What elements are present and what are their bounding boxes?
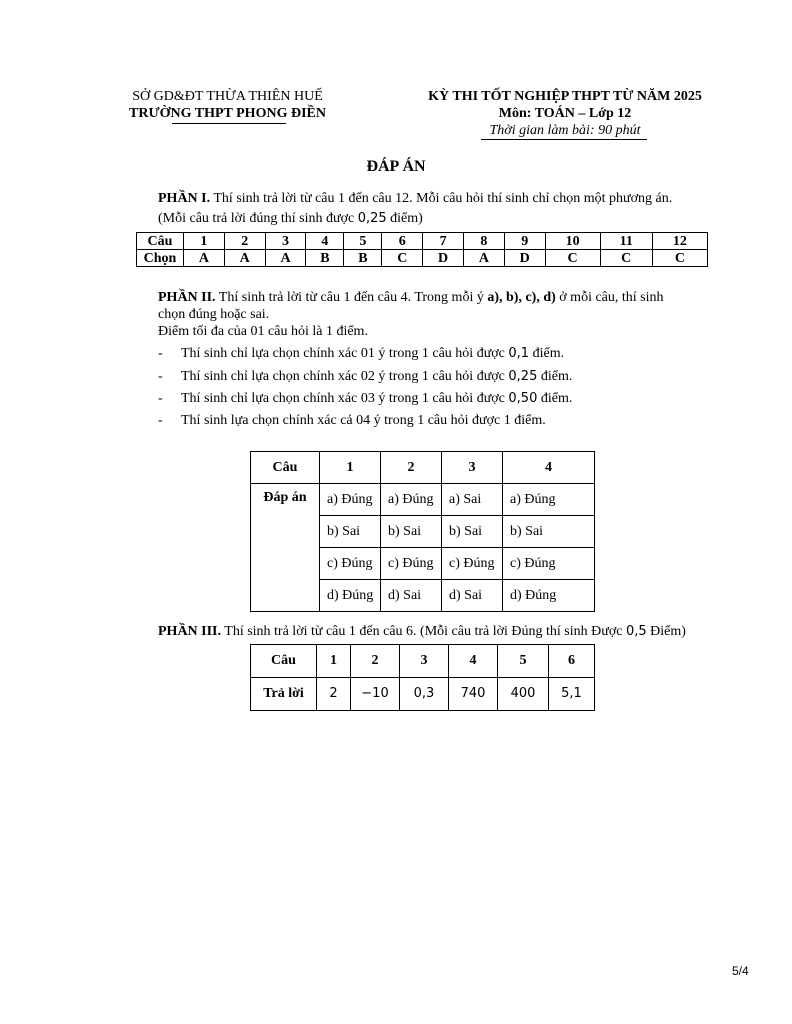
header-underline	[172, 123, 286, 124]
part2-q-header: 4	[503, 452, 595, 484]
part1-answer-row	[137, 250, 708, 267]
part1-a-cell: A	[463, 250, 504, 267]
part1-q-cell: 9	[504, 233, 545, 250]
part3-answer-value: 400	[510, 686, 536, 701]
part1-note-suffix: điểm)	[386, 211, 423, 226]
bullet-text: Thí sinh chỉ lựa chọn chính xác 01 ý trong 1 câu hỏi được	[181, 346, 509, 361]
part3-suffix: Điểm)	[646, 624, 686, 639]
part2-header-row	[251, 452, 595, 484]
part1-note-value: 0,25	[357, 211, 387, 226]
part2-bullet	[158, 390, 572, 407]
part2-line3: Điểm tối đa của 01 câu hỏi là 1 điểm.	[158, 324, 368, 339]
part1-q-cell: 4	[306, 233, 344, 250]
part3-answer-cell	[449, 678, 498, 711]
part2-answer-cell: a) Đúng	[381, 484, 442, 516]
part2-bullet	[158, 368, 572, 385]
part2-answer-cell: b) Sai	[320, 516, 381, 548]
part2-answer-cell: d) Đúng	[320, 580, 381, 612]
part3-q-header: 4	[449, 645, 498, 678]
bullet-suffix: điểm.	[537, 369, 573, 384]
part3-answer-cell	[549, 678, 595, 711]
bullet-value: 0,25	[508, 369, 538, 384]
bullet-dash: -	[158, 391, 163, 406]
part2-answer-cell: a) Đúng	[320, 484, 381, 516]
part3-q-header: 1	[317, 645, 351, 678]
part2-q-header: 3	[442, 452, 503, 484]
part2-text-c: ở mỗi câu, thí sinh	[555, 290, 664, 305]
part2-header-label: Câu	[251, 452, 320, 484]
page-number: 5/4	[732, 964, 749, 978]
time-line: Thời gian làm bài: 90 phút	[489, 123, 641, 138]
part1-q-cell: 10	[545, 233, 600, 250]
bullet-value: 0,50	[508, 391, 538, 406]
part1-note-prefix: (Mỗi câu trả lời đúng thí sinh được	[158, 211, 358, 226]
bullet-dash: -	[158, 369, 163, 384]
part3-answer-value: 0,3	[413, 686, 435, 701]
part2-answer-cell: d) Sai	[381, 580, 442, 612]
part2-answer-cell: b) Sai	[381, 516, 442, 548]
exam-title: KỲ THI TỐT NGHIỆP THPT TỪ NĂM 2025	[428, 89, 702, 104]
part3-label: PHẦN III.	[158, 624, 222, 639]
bullet-text: Thí sinh lựa chọn chính xác cả 04 ý trong 1 câu hỏi được 1 điểm.	[181, 413, 546, 428]
part2-bullet	[158, 345, 564, 362]
part2-answer-cell: d) Sai	[442, 580, 503, 612]
part1-q-cell: 5	[344, 233, 382, 250]
part1-row-label-question: Câu	[137, 233, 184, 250]
bullet-suffix: điểm.	[537, 391, 573, 406]
part3-text: Thí sinh trả lời từ câu 1 đến câu 6. (Mỗi câu trả lời Đúng thí sinh Được	[221, 624, 626, 639]
part2-row-label: Đáp án	[251, 484, 320, 612]
part3-answer-value: 740	[460, 686, 486, 701]
part1-answer-table	[136, 232, 708, 267]
part3-row-label: Trả lời	[251, 678, 317, 711]
part1-q-cell: 2	[224, 233, 265, 250]
part1-a-cell: C	[545, 250, 600, 267]
part3-instruction	[158, 623, 686, 640]
part3-answer-row	[251, 678, 595, 711]
part2-q-header: 1	[320, 452, 381, 484]
part3-answer-cell	[317, 678, 351, 711]
part2-answer-cell: c) Đúng	[442, 548, 503, 580]
subject-line: Môn: TOÁN – Lớp 12	[498, 106, 632, 121]
part3-answer-cell	[400, 678, 449, 711]
part2-bullet	[158, 412, 546, 429]
part2-answer-table	[250, 451, 595, 612]
bullet-text: Thí sinh chỉ lựa chọn chính xác 03 ý trong 1 câu hỏi được	[181, 391, 509, 406]
part1-a-cell: A	[184, 250, 225, 267]
part2-text-b: a), b), c), d)	[487, 290, 556, 305]
bullet-dash: -	[158, 413, 163, 428]
part2-answer-cell: a) Sai	[442, 484, 503, 516]
part1-q-cell: 12	[652, 233, 707, 250]
part1-a-cell: C	[652, 250, 707, 267]
time-underline	[481, 139, 647, 140]
part1-label: PHẦN I.	[158, 191, 211, 206]
part3-header-row	[251, 645, 595, 678]
part1-q-cell: 1	[184, 233, 225, 250]
part1-q-cell: 8	[463, 233, 504, 250]
part2-label: PHẦN II.	[158, 290, 216, 305]
part2-answer-cell: a) Đúng	[503, 484, 595, 516]
part1-question-row	[137, 233, 708, 250]
part1-a-cell: A	[224, 250, 265, 267]
part1-a-cell: B	[344, 250, 382, 267]
part1-instruction	[158, 190, 672, 207]
part3-answer-cell	[498, 678, 549, 711]
part3-answer-value: −10	[361, 686, 389, 701]
part3-answer-value: 5,1	[561, 686, 582, 701]
part3-q-header: 3	[400, 645, 449, 678]
part3-q-header: 6	[549, 645, 595, 678]
part2-text-a: Thí sinh trả lời từ câu 1 đến câu 4. Trong mỗi ý	[215, 290, 488, 305]
bullet-text: Thí sinh chỉ lựa chọn chính xác 02 ý trong 1 câu hỏi được	[181, 369, 509, 384]
part1-q-cell: 3	[265, 233, 306, 250]
part1-q-cell: 11	[600, 233, 652, 250]
part1-a-cell: D	[504, 250, 545, 267]
part1-a-cell: C	[382, 250, 423, 267]
department-name: SỞ GD&ĐT THỪA THIÊN HUẾ	[132, 89, 323, 104]
part2-q-header: 2	[381, 452, 442, 484]
part2-answer-cell: c) Đúng	[320, 548, 381, 580]
part1-a-cell: A	[265, 250, 306, 267]
part3-header-label: Câu	[251, 645, 317, 678]
part2-answer-cell: d) Đúng	[503, 580, 595, 612]
school-name: TRƯỜNG THPT PHONG ĐIỀN	[129, 106, 326, 121]
part2-answer-cell: c) Đúng	[503, 548, 595, 580]
part1-q-cell: 6	[382, 233, 423, 250]
part3-answer-table	[250, 644, 595, 711]
bullet-dash: -	[158, 346, 163, 361]
part1-text: Thí sinh trả lời từ câu 1 đến câu 12. Mỗi câu hỏi thí sinh chỉ chọn một phương án.	[210, 191, 673, 206]
part3-answer-value: 2	[329, 686, 338, 701]
part2-answer-cell: b) Sai	[442, 516, 503, 548]
part2-instruction	[158, 289, 664, 306]
part3-answer-cell	[351, 678, 400, 711]
bullet-suffix: điểm.	[529, 346, 565, 361]
part1-note	[158, 210, 423, 227]
part2-answer-row	[251, 484, 595, 516]
part2-line2: chọn đúng hoặc sai.	[158, 307, 270, 322]
part1-a-cell: C	[600, 250, 652, 267]
part1-row-label-answer: Chọn	[137, 250, 184, 267]
part3-value: 0,5	[625, 624, 647, 639]
part3-q-header: 2	[351, 645, 400, 678]
part2-answer-cell: c) Đúng	[381, 548, 442, 580]
part3-q-header: 5	[498, 645, 549, 678]
part1-a-cell: B	[306, 250, 344, 267]
part2-answer-cell: b) Sai	[503, 516, 595, 548]
page-title: ĐÁP ÁN	[366, 158, 426, 175]
bullet-value: 0,1	[508, 346, 530, 361]
part1-a-cell: D	[423, 250, 464, 267]
part1-q-cell: 7	[423, 233, 464, 250]
